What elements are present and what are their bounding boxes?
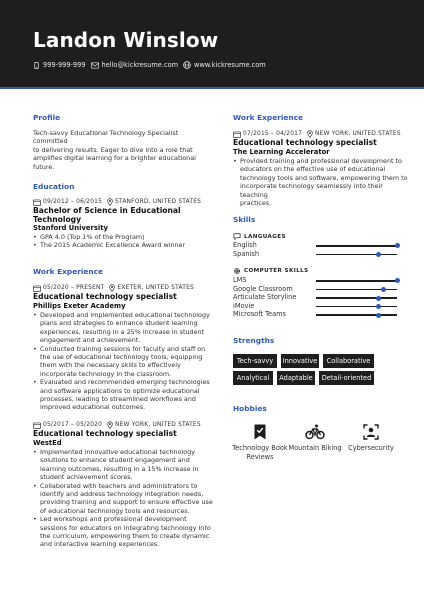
hobbies-heading: Hobbies [233,404,267,413]
skill-level-knob [376,313,381,318]
location-pin-icon [107,198,113,206]
education-degree: Bachelor of Science in Educational Technology [33,206,181,224]
profile-text: Tech-savvy Educational Technology Specialist committed to delivering results. Eager to dive into a role that amplifies digital learning for a brighter educational future. [33,129,196,171]
skill-level-bar [316,314,397,316]
location-pin-icon [109,284,115,292]
bookmark-icon [253,424,267,440]
hobby-cybersecurity: Cybersecurity [341,424,401,453]
skill-name: Spanish [233,249,260,258]
strength-tag: Collaborative [323,354,374,368]
work-experience-heading: Work Experience [33,267,104,276]
education-bullets [33,233,213,250]
list-item: • Conducted training sessions for faculty and staff on the use of educational technology tools, equipping them with the necessary skills to effectively incorporate technology in the classroom. [33,345,213,379]
speech-bubble-icon [233,233,241,240]
job-2-meta [33,421,201,429]
skill-level-knob [376,296,381,301]
job-2-org: WestEd [33,439,62,447]
globe-icon [183,61,191,69]
education-meta [33,198,201,206]
job-location: NEW YORK, UNITED STATES [115,422,201,428]
hobby-mountain-biking: Mountain Biking [285,424,345,453]
website-text: www.kickresume.com [194,61,266,69]
skill-level-bar [316,280,397,282]
calendar-icon [233,131,241,138]
strength-tag: Adaptable [277,371,315,385]
job-1-org: Phillips Exeter Academy [33,302,126,310]
calendar-icon [33,199,41,206]
skill-name: English [233,241,257,249]
strength-tag: Innovative [281,354,319,368]
skill-level-knob [376,304,381,309]
job-3-bullets [233,157,408,207]
calendar-icon [33,422,41,429]
computer-skills-heading: COMPUTER SKILLS [233,267,309,275]
skill-name: Articulate Storyline [233,293,297,302]
list-item: • Developed and implemented educational technology plans and strategies to enhance student learning experiences, resulting in a 25% increase in student engagement and achievement. [33,311,213,345]
job-1-meta [33,284,194,292]
contact-row [33,61,271,69]
skill-level-bar [316,254,397,256]
phone-text: 999-999-999 [43,61,86,69]
strength-tag: Detail-oriented [319,371,374,385]
bicycle-icon [305,424,325,440]
skill-name: LMS [233,276,247,284]
job-2-bullets [33,448,213,549]
calendar-icon [33,285,41,292]
list-item: • The 2015 Academic Excellence Award winner [33,241,213,249]
skill-level-bar [316,245,397,247]
job-1-bullets [33,311,213,412]
security-person-icon [363,424,379,440]
job-date: 05/2020 – PRESENT [43,285,105,291]
education-school: Stanford University [33,224,108,232]
contact-website[interactable] [183,61,266,69]
strengths-heading: Strengths [233,336,275,345]
education-date: 09/2012 – 06/2015 [43,199,103,205]
skill-name: Google Classroom [233,284,293,293]
list-item: • Implemented innovative educational technology solutions to enhance student engagement and learning outcomes, resulting in a 15% increase in student achievement scores. [33,448,213,482]
job-3-meta [233,130,401,138]
list-item: • Led workshops and professional development sessions for educators on integrating technology into the curriculum, empowering them to create dynamic and interactive learning experiences. [33,515,213,549]
education-heading: Education [33,182,75,191]
languages-heading: LANGUAGES [233,233,286,240]
list-item: • GPA 4.0 (Top 1% of the Program) [33,233,213,241]
skill-level-bar [316,289,397,291]
location-pin-icon [107,421,113,429]
email-text: hello@kickresume.com [101,61,179,69]
email-icon [91,62,99,69]
phone-icon [33,62,40,69]
hobby-technology-book-reviews: Technology Book Reviews [230,424,290,461]
job-date: 07/2015 – 04/2017 [243,131,303,137]
candidate-name: Landon Winslow [33,28,219,52]
job-2-title: Educational technology specialist [33,429,177,438]
skill-name: Microsoft Teams [233,310,286,319]
work-experience-continued-heading: Work Experience [233,113,304,122]
skill-level-bar [316,306,397,308]
list-item: • Collaborated with teachers and administrators to identify and address technology integration needs, providing training and support to ensure effective use of educational technology tools and resources. [33,482,213,516]
contact-email[interactable] [91,61,179,69]
resume-header [0,0,424,87]
skill-level-knob [376,252,381,257]
job-3-title: Educational technology specialist [233,138,377,147]
skill-level-bar [316,297,397,299]
education-location: STANFORD, UNITED STATES [115,199,202,205]
job-1-title: Educational technology specialist [33,292,177,301]
profile-heading: Profile [33,113,61,122]
skill-level-knob [381,287,386,292]
list-item: • Provided training and professional development to educators on the effective use of educational technology tools and software, empowering them to incorporate technology seamlessly into their teaching practices. [233,157,408,207]
job-date: 05/2017 – 05/2020 [43,422,103,428]
skill-name: iMovie [233,301,255,310]
skills-heading: Skills [233,215,256,224]
strength-tag: Analytical [233,371,273,385]
header-accent-line [0,87,424,89]
skill-level-knob [395,243,400,248]
job-location: NEW YORK, UNITED STATES [315,131,401,137]
strength-tag: Tech-savvy [233,354,277,368]
location-pin-icon [307,130,313,138]
gear-icon [233,267,241,275]
job-location: EXETER, UNITED STATES [117,285,194,291]
job-3-org: The Learning Accelerator [233,148,330,156]
contact-phone[interactable] [33,61,86,69]
skill-level-knob [395,278,400,283]
list-item: • Evaluated and recommended emerging technologies and software applications to optimize educational processes, leading to streamlined workflows and improved educational outcomes. [33,378,213,412]
